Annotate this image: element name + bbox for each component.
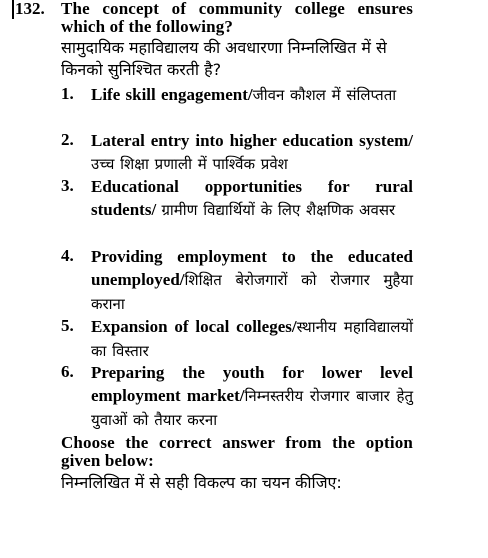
option-number: 5. (61, 316, 74, 335)
option-text-hindi: निम्नस्तरीय रोजगार बाजार हेतु युवाओं को तैयार करना (91, 387, 413, 429)
option-text-hindi: जीवन कौशल में संलिप्तता (252, 86, 397, 104)
option-number: 4. (61, 246, 74, 265)
question-text-hindi: सामुदायिक महाविद्यालय की अवधारणा निम्नलिखित में से किनको सुनिश्चित करती है? (61, 38, 387, 79)
option-text (91, 315, 413, 363)
option-text-hindi: शिक्षित बेरोजगारों को रोजगार मुहैया कराना (91, 271, 413, 313)
option-number: 1. (61, 84, 74, 103)
option-text (91, 175, 413, 222)
option-text-english: Lateral entry into higher education system/ (91, 131, 413, 150)
option-text-hindi: ग्रामीण विद्यार्थियों के लिए शैक्षणिक अवसर (161, 201, 396, 219)
option-text (91, 361, 413, 432)
instruction (61, 434, 413, 494)
question-stem (61, 0, 413, 81)
option-number: 3. (61, 176, 74, 195)
option-text (91, 129, 413, 176)
option-text-english: Educational opportunities for rural students/ (91, 177, 413, 219)
option-text-english: Life skill engagement/ (91, 85, 253, 104)
question-number: 132. (15, 0, 45, 18)
instruction-english: Choose the correct answer from the option given below: (61, 433, 413, 470)
option-number: 6. (61, 362, 74, 381)
option-text-english: Expansion of local colleges/ (91, 317, 297, 336)
question-text-english: The concept of community college ensures which of the following? (61, 0, 413, 36)
option-number: 2. (61, 130, 74, 149)
option-text-english: Providing employment to the educated unemployed/ (91, 247, 413, 289)
instruction-hindi: निम्नलिखित में से सही विकल्प का चयन कीजिए: (61, 473, 342, 492)
text-cursor (12, 0, 14, 19)
option-text-hindi: उच्च शिक्षा प्रणाली में पार्श्विक प्रवेश (91, 155, 288, 173)
option-text-hindi: स्थानीय महाविद्यालयों का विस्तार (91, 318, 413, 360)
option-text-english: Preparing the youth for lower level employment market/ (91, 363, 413, 405)
option-text (91, 83, 413, 107)
option-text (91, 245, 413, 316)
